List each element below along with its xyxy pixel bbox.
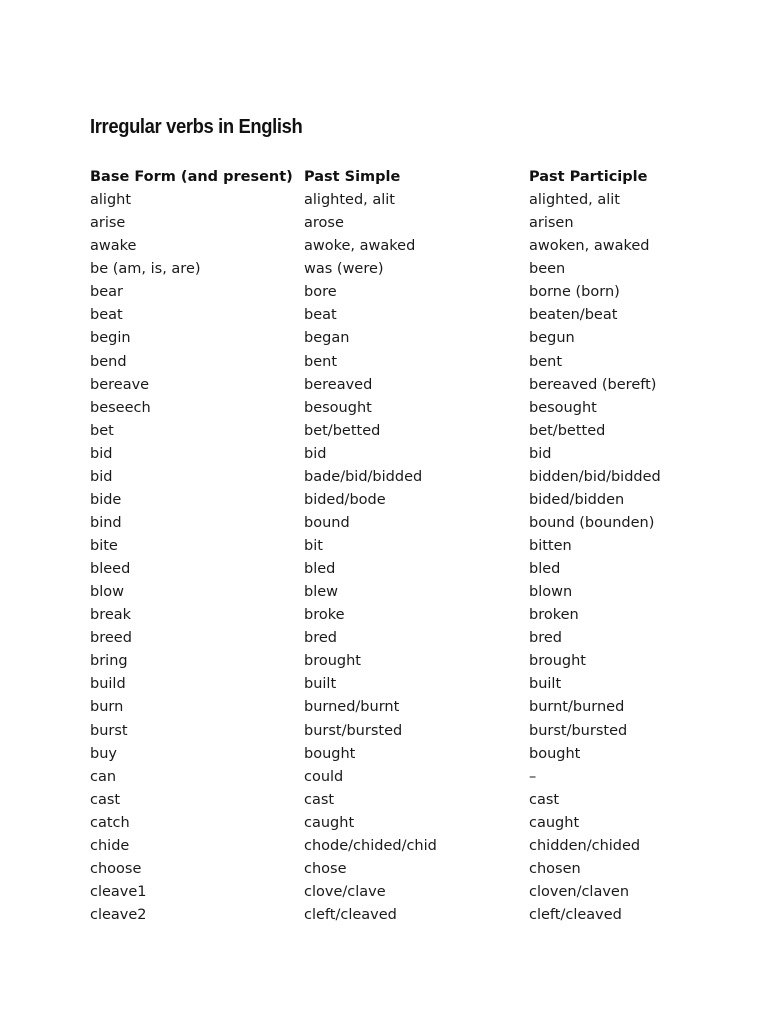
table-row <box>90 304 749 327</box>
past-simple-cell: bled <box>304 561 336 578</box>
table-row <box>90 212 749 235</box>
past-simple-cell: bid <box>304 445 327 462</box>
past-participle-cell: bought <box>529 745 581 762</box>
past-participle-cell: been <box>529 261 566 278</box>
document-title: Irregular verbs in English <box>90 116 303 138</box>
base-form-cell: bid <box>90 468 113 485</box>
table-row <box>90 581 749 604</box>
table-row <box>90 535 749 558</box>
past-participle-cell: broken <box>529 607 579 624</box>
past-participle-cell: awoken, awaked <box>529 238 650 255</box>
past-participle-cell: chidden/chided <box>529 837 641 854</box>
base-form-cell: bleed <box>90 561 131 578</box>
past-simple-cell: bit <box>304 538 323 554</box>
base-form-cell: chide <box>90 837 130 854</box>
table-row <box>90 696 749 719</box>
past-simple-cell: built <box>304 676 337 693</box>
past-simple-cell: bided/bode <box>304 491 386 508</box>
base-form-cell: cleave2 <box>90 907 147 923</box>
past-simple-cell: cast <box>304 791 335 808</box>
past-participle-cell: bred <box>529 630 562 647</box>
base-form-cell: awake <box>90 238 137 255</box>
base-form-cell: alight <box>90 192 132 209</box>
past-simple-cell: began <box>304 330 350 347</box>
past-simple-cell: burned/burnt <box>304 699 400 716</box>
header-base-form: Base Form (and present) <box>90 169 293 185</box>
base-form-cell: bid <box>90 445 113 462</box>
base-form-cell: build <box>90 676 126 693</box>
base-form-cell: bet <box>90 422 114 439</box>
table-row <box>90 789 749 812</box>
base-form-cell: can <box>90 768 117 785</box>
base-form-cell: arise <box>90 215 126 232</box>
base-form-cell: bereave <box>90 376 150 393</box>
past-simple-cell: bereaved <box>304 376 373 393</box>
past-participle-cell: burnt/burned <box>529 699 625 716</box>
base-form-cell: bear <box>90 284 123 301</box>
past-participle-cell: cleft/cleaved <box>529 907 622 923</box>
table-row <box>90 858 749 881</box>
table-row <box>90 466 749 489</box>
table-row <box>90 604 749 627</box>
past-simple-cell: alighted, alit <box>304 192 395 209</box>
past-participle-cell: bided/bidden <box>529 491 625 508</box>
past-participle-cell: caught <box>529 814 580 831</box>
table-row <box>90 673 749 696</box>
past-simple-cell: bent <box>304 353 338 370</box>
table-header-row <box>90 166 749 189</box>
base-form-cell: bind <box>90 514 122 531</box>
past-simple-cell: bade/bid/bidded <box>304 468 423 485</box>
base-form-cell: breed <box>90 630 132 647</box>
base-form-cell: bide <box>90 491 122 508</box>
base-form-cell: beseech <box>90 399 151 416</box>
past-participle-cell: bled <box>529 561 561 578</box>
past-simple-cell: burst/bursted <box>304 722 403 739</box>
base-form-cell: blow <box>90 584 124 601</box>
past-participle-cell: begun <box>529 330 575 347</box>
past-simple-cell: chose <box>304 860 347 877</box>
table-row <box>90 835 749 858</box>
past-participle-cell: bent <box>529 353 563 370</box>
base-form-cell: bend <box>90 353 127 370</box>
table-row <box>90 327 749 350</box>
past-simple-cell: clove/clave <box>304 883 386 900</box>
base-form-cell: break <box>90 607 132 624</box>
table-row <box>90 627 749 650</box>
past-simple-cell: bought <box>304 745 356 762</box>
base-form-cell: be (am, is, are) <box>90 261 201 278</box>
table-row <box>90 512 749 535</box>
past-simple-cell: bet/betted <box>304 422 381 439</box>
past-simple-cell: cleft/cleaved <box>304 907 397 923</box>
past-simple-cell: besought <box>304 399 372 416</box>
table-row <box>90 881 749 904</box>
table-row <box>90 351 749 374</box>
past-participle-cell: burst/bursted <box>529 722 628 739</box>
past-participle-cell: bound (bounden) <box>529 514 655 531</box>
past-simple-cell: arose <box>304 215 344 232</box>
past-participle-cell: built <box>529 676 562 693</box>
past-participle-cell: cast <box>529 791 560 808</box>
past-participle-cell: – <box>529 768 537 785</box>
past-simple-cell: broke <box>304 607 345 624</box>
table-row <box>90 258 749 281</box>
past-participle-cell: chosen <box>529 860 581 877</box>
irregular-verbs-table <box>90 166 749 927</box>
base-form-cell: burst <box>90 722 128 739</box>
table-row <box>90 443 749 466</box>
base-form-cell: begin <box>90 330 131 347</box>
table-row <box>90 766 749 789</box>
past-participle-cell: brought <box>529 653 586 670</box>
past-participle-cell: bet/betted <box>529 422 606 439</box>
table-row <box>90 812 749 835</box>
table-row <box>90 489 749 512</box>
base-form-cell: cleave1 <box>90 883 147 900</box>
past-participle-cell: blown <box>529 584 573 601</box>
past-participle-cell: bid <box>529 445 552 462</box>
table-row <box>90 650 749 673</box>
table-row <box>90 397 749 420</box>
past-participle-cell: arisen <box>529 215 574 232</box>
past-simple-cell: bound <box>304 514 350 531</box>
header-past-simple: Past Simple <box>304 169 401 185</box>
past-simple-cell: bore <box>304 284 337 301</box>
table-row <box>90 374 749 397</box>
base-form-cell: bring <box>90 653 128 670</box>
past-simple-cell: beat <box>304 307 337 324</box>
past-participle-cell: alighted, alit <box>529 192 620 209</box>
base-form-cell: choose <box>90 860 142 877</box>
table-row <box>90 743 749 766</box>
past-simple-cell: blew <box>304 584 339 601</box>
table-row <box>90 720 749 743</box>
table-row <box>90 420 749 443</box>
table-row <box>90 904 749 927</box>
past-simple-cell: brought <box>304 653 361 670</box>
table-row <box>90 235 749 258</box>
base-form-cell: burn <box>90 699 124 716</box>
table-row <box>90 281 749 304</box>
past-simple-cell: awoke, awaked <box>304 238 416 255</box>
past-participle-cell: borne (born) <box>529 284 620 301</box>
past-participle-cell: cloven/claven <box>529 883 630 900</box>
past-participle-cell: besought <box>529 399 597 416</box>
past-simple-cell: caught <box>304 814 355 831</box>
past-simple-cell: chode/chided/chid <box>304 837 437 854</box>
past-simple-cell: was (were) <box>304 261 384 278</box>
base-form-cell: buy <box>90 745 117 762</box>
past-participle-cell: bitten <box>529 538 572 554</box>
base-form-cell: cast <box>90 791 121 808</box>
past-participle-cell: beaten/beat <box>529 307 618 324</box>
past-participle-cell: bidden/bid/bidded <box>529 468 661 485</box>
table-row <box>90 558 749 581</box>
table-row <box>90 189 749 212</box>
past-simple-cell: bred <box>304 630 337 647</box>
past-simple-cell: could <box>304 768 344 785</box>
base-form-cell: catch <box>90 814 130 831</box>
base-form-cell: beat <box>90 307 123 324</box>
header-past-participle: Past Participle <box>529 169 648 185</box>
base-form-cell: bite <box>90 538 118 554</box>
past-participle-cell: bereaved (bereft) <box>529 376 657 393</box>
